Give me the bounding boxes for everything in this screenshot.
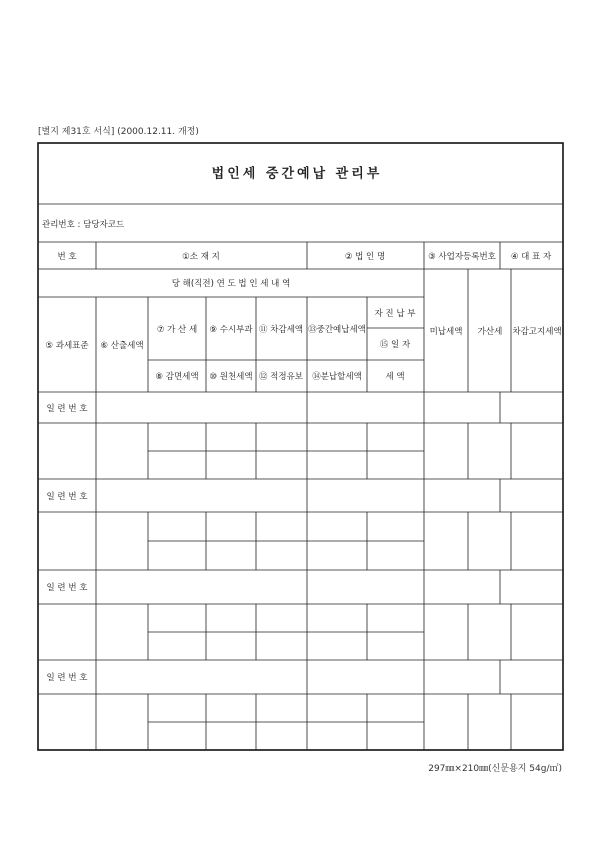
section-title: 당 해(직전) 연 도 법 인 세 내 역	[171, 279, 291, 289]
header-number: 번 호	[57, 252, 77, 262]
header-location: ①소 재 지	[182, 252, 220, 262]
form-border	[38, 143, 563, 750]
header-biz-reg-no: ③ 사업자등록번호	[428, 252, 496, 262]
serial-number-label: 일 련 번 호	[46, 492, 88, 502]
col-final-notice-tax: 차감고지세액	[512, 327, 562, 337]
header-representative: ④ 대 표 자	[510, 252, 552, 262]
serial-number-label: 일 련 번 호	[46, 404, 88, 414]
header-corp-name: ② 법 인 명	[344, 252, 386, 262]
col-occasional-tax: ⑨ 수시부과	[209, 325, 253, 335]
manage-number-line: 관리번호 : 담당자코드	[42, 220, 125, 230]
col-reduction-tax: ⑧ 감면세액	[155, 372, 199, 382]
form-label: [별지 제31호 서식] (2000.12.11. 개정)	[38, 127, 199, 137]
col-interim-tax: ⑬중간예납세액	[308, 325, 366, 335]
col-self-payment: 자 진 납 부	[374, 309, 416, 319]
serial-number-label: 일 련 번 호	[46, 583, 88, 593]
col-computed-tax: ⑥ 산출세액	[100, 341, 144, 351]
col-proper-reserve: ⑫ 적정유보	[258, 372, 304, 382]
col-deducted-tax: ⑪ 차감세액	[258, 325, 304, 335]
col-withholding-tax: ⑩ 원천세액	[209, 372, 253, 382]
serial-number-label: 일 련 번 호	[46, 673, 88, 683]
col-tax-amount: 세 액	[385, 372, 405, 382]
col-unpaid-tax: 미납세액	[429, 327, 463, 337]
col-installment-tax: ⑭분납할세액	[312, 372, 362, 382]
col-tax-base: ⑤ 과세표준	[45, 341, 89, 351]
paper-spec-footer: 297㎜×210㎜(신문용지 54g/㎡)	[428, 764, 562, 774]
form-title: 법인세 중간예납 관리부	[211, 166, 383, 182]
col-penalty-tax: 가산세	[477, 327, 503, 337]
col-date: ⑮ 일 자	[379, 340, 411, 350]
col-additional-tax: ⑦ 가 산 세	[156, 325, 198, 335]
